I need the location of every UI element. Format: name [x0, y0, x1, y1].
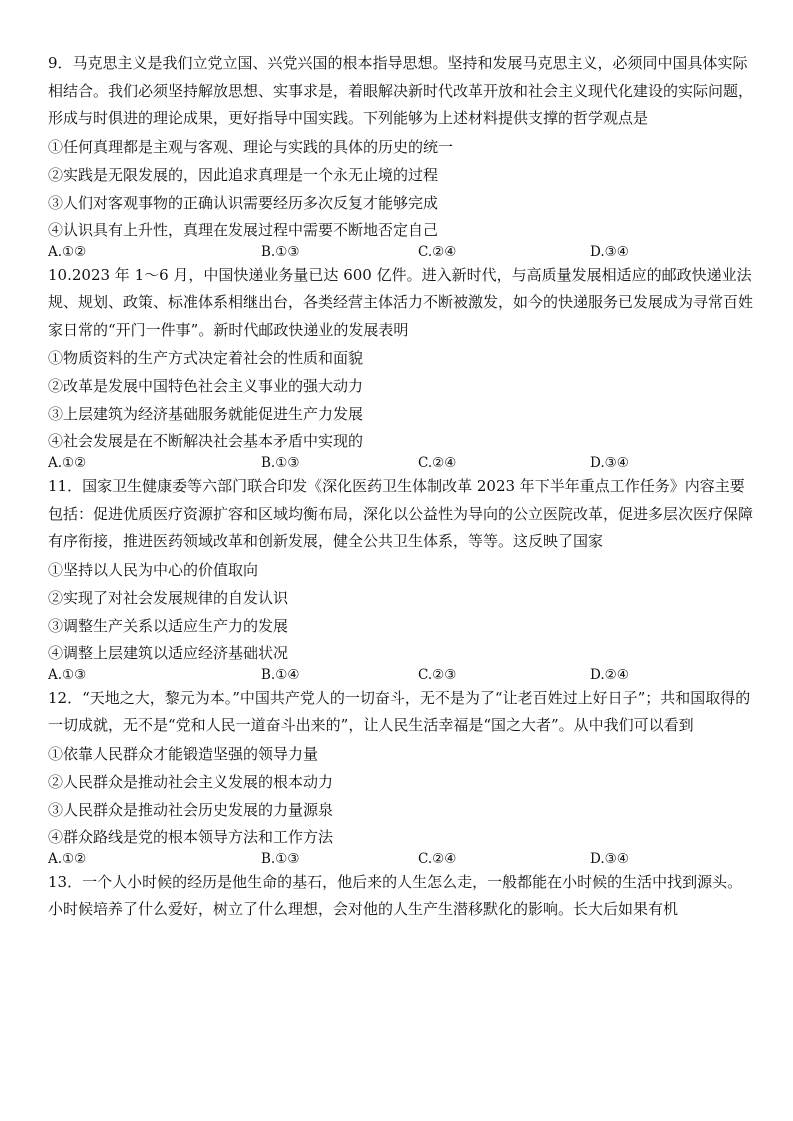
- option-2: ②改革是发展中国特色社会主义事业的强大动力: [48, 377, 364, 395]
- choice-b: B.①④: [261, 666, 300, 683]
- question-10: [48, 262, 755, 473]
- answer-choices: [48, 454, 755, 472]
- choice-a: A.①③: [48, 666, 87, 683]
- choice-b: B.①③: [261, 850, 300, 867]
- choice-d: D.③④: [590, 455, 629, 471]
- option-3: ③人民群众是推动社会历史发展的力量源泉: [48, 800, 334, 819]
- question-stem: 10.2023 年 1～6 月，中国快递业务量已达 600 亿件。进入新时代，与高质量发展相适应的邮政快递业法规、规划、政策、标准体系相继出台，各类经营主体活力不断被激发，如今的快递服务已发展成为寻常百姓家日常的“开门一件事”。新时代邮政快递业的发展表明: [48, 265, 754, 339]
- option-1: ①物质资料的生产方式决定着社会的性质和面貌: [48, 349, 364, 367]
- question-stem: 13．一个人小时候的经历是他生命的基石，他后来的人生怎么走，一般都能在小时候的生活中找到源头。小时候培养了什么爱好，树立了什么理想，会对他的人生产生潜移默化的影响。长大后如果有机: [48, 872, 743, 918]
- question-9: [48, 50, 755, 261]
- option-1: ①坚持以人民为中心的价值取向: [48, 560, 259, 579]
- answer-choices: [48, 666, 755, 684]
- option-4: ④认识具有上升性，真理在发展过程中需要不断地否定自己: [48, 220, 439, 239]
- option-4: ④调整上层建筑以适应经济基础状况: [48, 643, 289, 662]
- option-3: ③调整生产关系以适应生产力的发展: [48, 616, 289, 635]
- choice-c: C.②④: [418, 243, 457, 260]
- choice-d: D.③④: [590, 243, 629, 260]
- question-12: [48, 685, 755, 868]
- option-2: ②实现了对社会发展规律的自发认识: [48, 588, 289, 607]
- option-1: ①任何真理都是主观与客观、理论与实践的具体的历史的统一: [48, 137, 454, 156]
- answer-choices: [48, 850, 755, 868]
- choice-a: A.①②: [48, 243, 87, 260]
- option-1: ①依靠人民群众才能锻造坚强的领导力量: [48, 744, 319, 763]
- choice-c: C.②④: [418, 455, 457, 471]
- question-13: [48, 869, 755, 924]
- choice-a: A.①②: [48, 455, 87, 471]
- question-stem: 9．马克思主义是我们立党立国、兴党兴国的根本指导思想。坚持和发展马克思主义，必须同中国具体实际相结合。我们必须坚持解放思想、实事求是，着眼解决新时代改革开放和社会主义现代化建设的实际问题，形成与时俱进的理论成果，更好指导中国实践。下列能够为上述材料提供支撑的哲学观点是: [48, 54, 754, 127]
- choice-c: C.②③: [418, 666, 457, 683]
- option-2: ②人民群众是推动社会主义发展的根本动力: [48, 772, 334, 791]
- option-4: ④社会发展是在不断解决社会基本矛盾中实现的: [48, 432, 364, 450]
- choice-d: D.③④: [590, 850, 629, 867]
- answer-choices: [48, 243, 755, 261]
- choice-b: B.①③: [261, 455, 300, 471]
- question-11: [48, 473, 755, 684]
- choice-a: A.①②: [48, 850, 87, 867]
- question-stem: 11．国家卫生健康委等六部门联合印发《深化医药卫生体制改革 2023 年下半年重点工作任务》内容主要包括：促进优质医疗资源扩容和区域均衡布局，深化以公益性为导向的公立医院改革，促进多层次医疗保障有序衔接，推进医药领域改革和创新发展，健全公共卫生体系，等等。这反映了国家: [48, 477, 754, 550]
- choice-b: B.①③: [261, 243, 300, 260]
- question-stem: 12．“天地之大，黎元为本。”中国共产党人的一切奋斗，无不是为了“让老百姓过上好日子”；共和国取得的一切成就，无不是“党和人民一道奋斗出来的”，让人民生活幸福是“国之大者”。从中我们可以看到: [48, 688, 751, 734]
- option-4: ④群众路线是党的根本领导方法和工作方法: [48, 827, 334, 846]
- choice-c: C.②④: [418, 850, 457, 867]
- option-3: ③上层建筑为经济基础服务就能促进生产力发展: [48, 405, 364, 423]
- option-3: ③人们对客观事物的正确认识需要经历多次反复才能够完成: [48, 193, 439, 212]
- option-2: ②实践是无限发展的，因此追求真理是一个永无止境的过程: [48, 165, 439, 184]
- choice-d: D.②④: [590, 666, 629, 683]
